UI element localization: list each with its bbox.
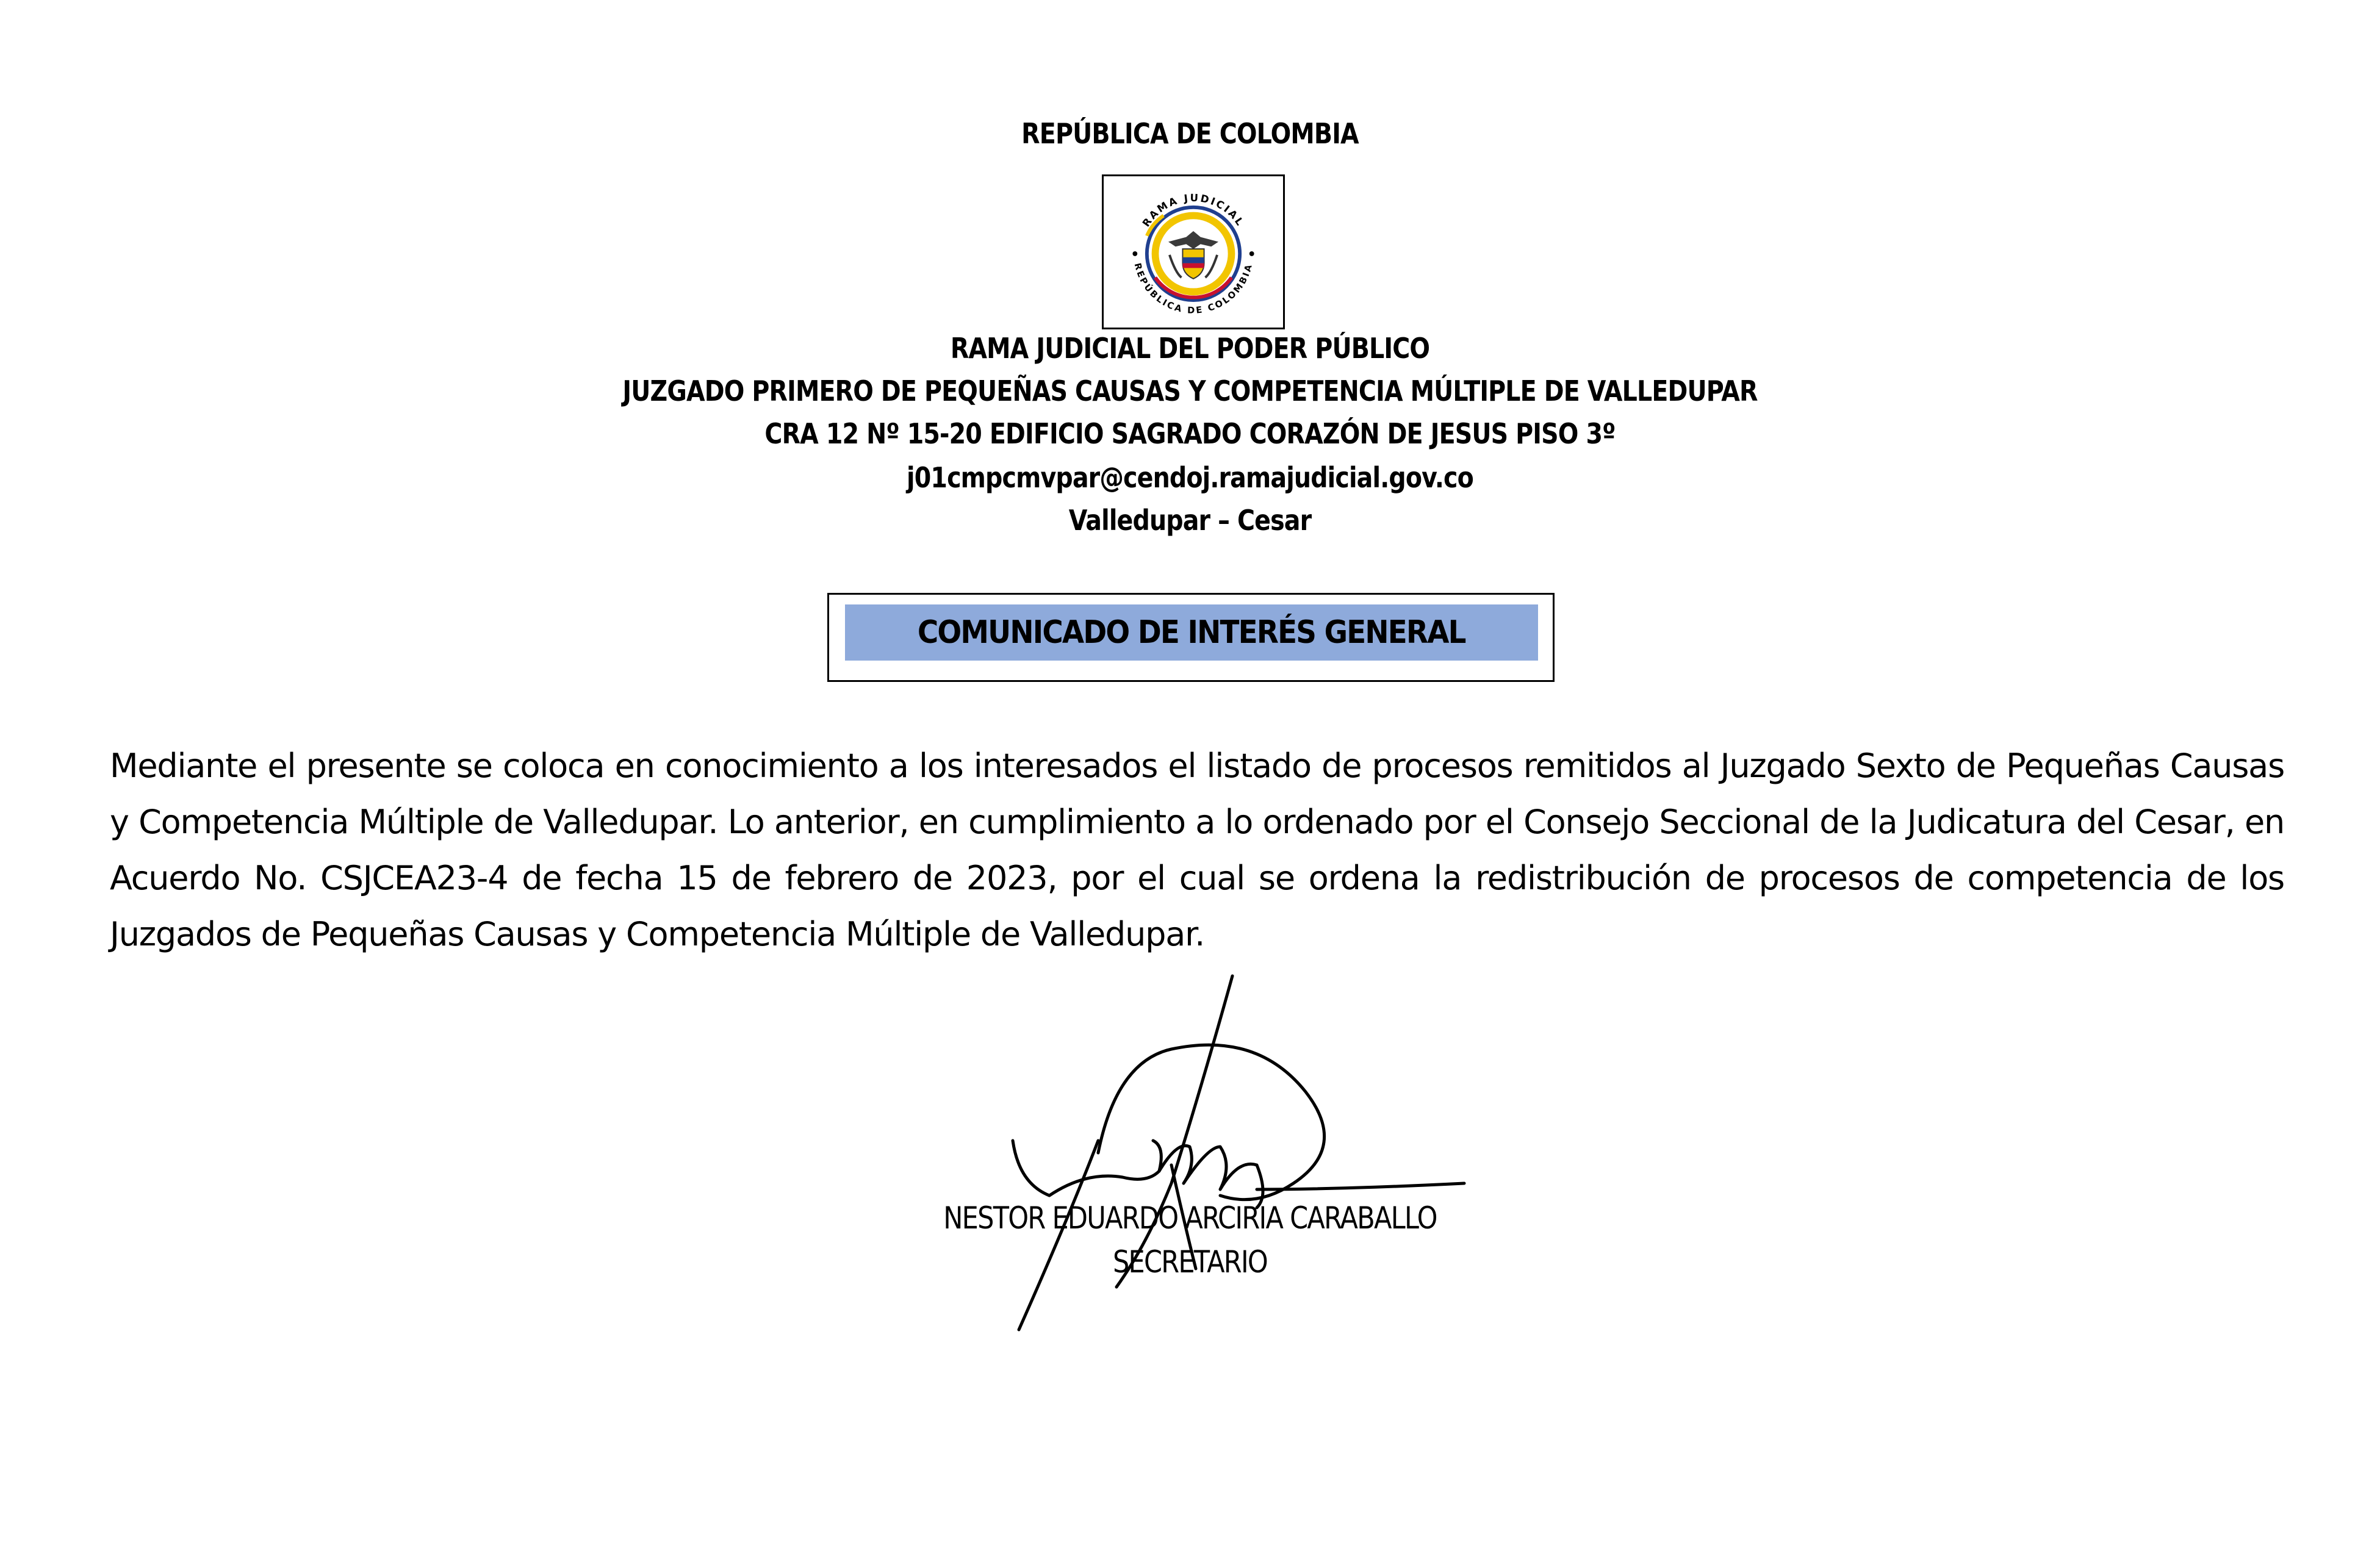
notice-title: COMUNICADO DE INTERÉS GENERAL <box>918 614 1465 651</box>
header-branch: RAMA JUDICIAL DEL PODER PÚBLICO <box>950 332 1430 365</box>
signer-role: SECRETARIO <box>1112 1244 1268 1280</box>
header-city: Valledupar – Cesar <box>1068 504 1312 537</box>
notice-box <box>827 593 1555 682</box>
notice-band <box>845 604 1538 661</box>
handwritten-signature-icon <box>915 964 1489 1354</box>
svg-text:REPÚBLICA DE COLOMBIA: REPÚBLICA DE COLOMBIA <box>1132 262 1255 316</box>
body-paragraph: Mediante el presente se coloca en conocimiento a los interesados el listado de procesos remitidos al Juzgado Sexto de Pequeñas Causas y Competencia Múltiple de Valledupar. Lo anterior, en cumplimiento a lo ordenado por el Consejo Seccional de la Judicatura del Cesar, en Acuerdo No. CSJCEA23-4 de fecha 15 de febrero de 2023, por el cual se ordena la redistribución de procesos de competencia de los Juzgados de Pequeñas Causas y Competencia Múltiple de Valledupar. <box>110 747 2284 953</box>
svg-text:RAMA JUDICIAL: RAMA JUDICIAL <box>1140 192 1247 229</box>
header-email: j01cmpcmvpar@cendoj.ramajudicial.gov.co <box>907 461 1473 494</box>
rama-judicial-seal-icon <box>1102 174 1285 329</box>
header-address: CRA 12 Nº 15-20 EDIFICIO SAGRADO CORAZÓN DE JESUS PISO 3º <box>764 417 1616 450</box>
header-court: JUZGADO PRIMERO DE PEQUEÑAS CAUSAS Y COMPETENCIA MÚLTIPLE DE VALLEDUPAR <box>622 375 1758 407</box>
signer-name: NESTOR EDUARDO ARCIRIA CARABALLO <box>943 1200 1437 1236</box>
header-country: REPÚBLICA DE COLOMBIA <box>1021 117 1359 150</box>
